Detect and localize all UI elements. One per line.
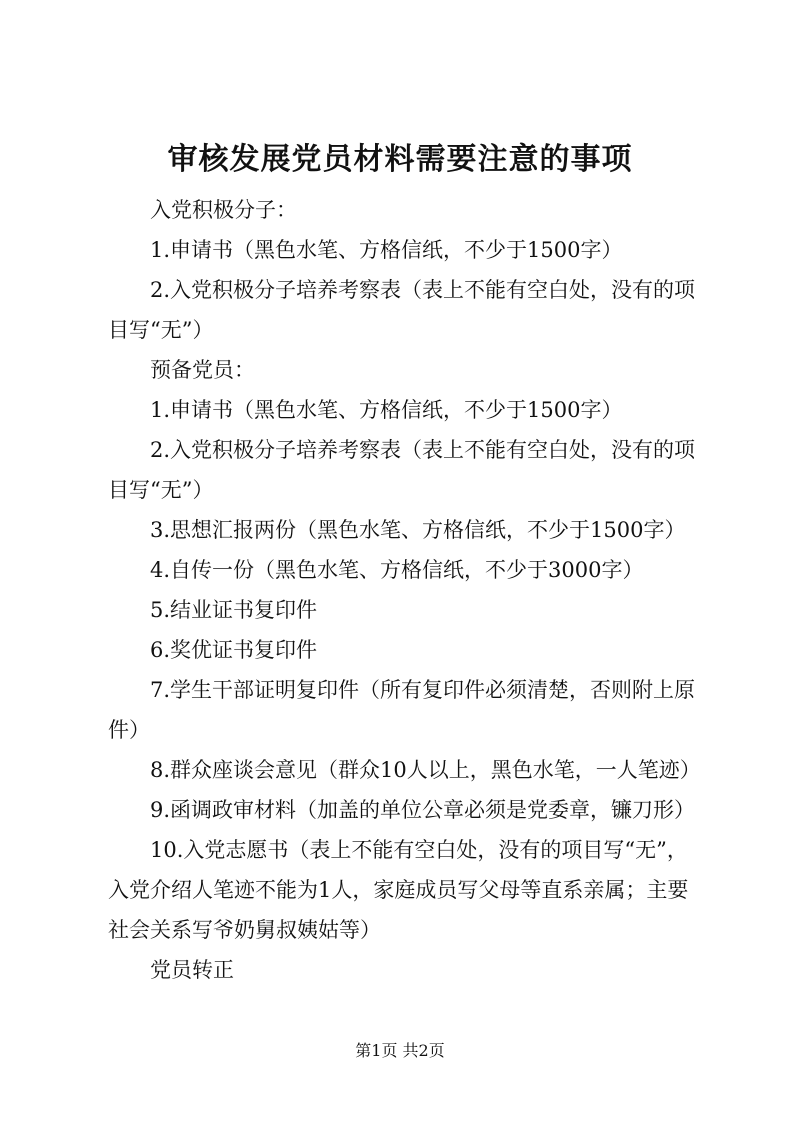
list-item: 10.入党志愿书（表上不能有空白处，没有的项目写“无”，入党介绍人笔迹不能为1人，家庭成员写父母等直系亲属；主要社会关系写爷奶舅叔姨姑等） [108, 838, 689, 942]
list-item: 9.函调政审材料（加盖的单位公章必须是党委章，镰刀形） [150, 798, 696, 822]
list-item: 2.入党积极分子培养考察表（表上不能有空白处，没有的项目写“无”） [108, 278, 696, 342]
list-item: 2.入党积极分子培养考察表（表上不能有空白处，没有的项目写“无”） [108, 438, 696, 502]
page-footer: 第1页 共2页 [355, 1041, 445, 1060]
section-heading-probationary: 预备党员： [150, 358, 255, 382]
page-title: 审核发展党员材料需要注意的事项 [167, 142, 633, 177]
list-item: 6.奖优证书复印件 [150, 638, 318, 662]
list-item: 8.群众座谈会意见（群众10人以上，黑色水笔，一人笔迹） [150, 758, 701, 782]
list-item: 7.学生干部证明复印件（所有复印件必须清楚，否则附上原件） [108, 678, 696, 742]
document-body [108, 190, 708, 990]
list-item: 1.申请书（黑色水笔、方格信纸，不少于1500字） [150, 238, 623, 262]
list-item: 3.思想汇报两份（黑色水笔、方格信纸，不少于1500字） [150, 518, 686, 542]
section-heading-full-member: 党员转正 [150, 958, 234, 982]
list-item: 5.结业证书复印件 [150, 598, 318, 622]
list-item: 1.申请书（黑色水笔、方格信纸，不少于1500字） [150, 398, 623, 422]
section-heading-activists: 入党积极分子： [150, 198, 297, 222]
list-item: 4.自传一份（黑色水笔、方格信纸，不少于3000字） [150, 558, 644, 582]
